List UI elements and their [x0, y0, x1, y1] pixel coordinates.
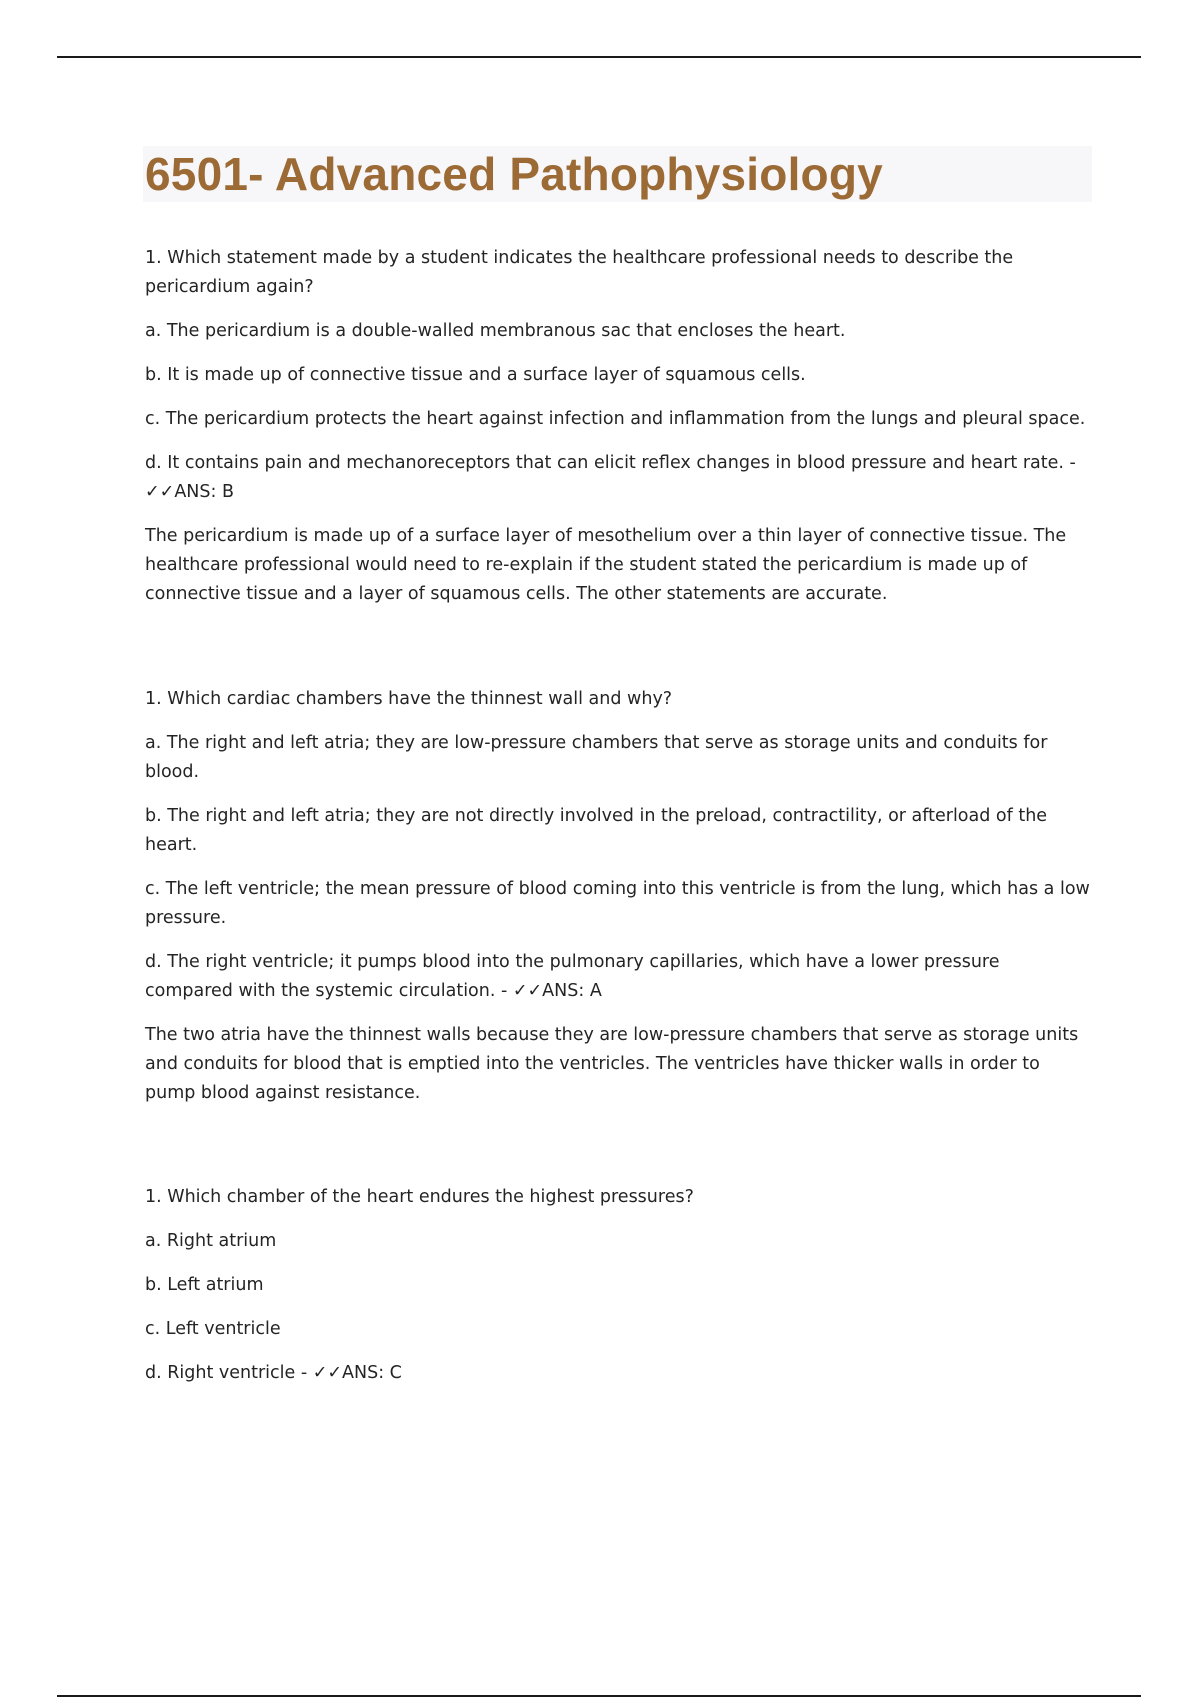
- question-text: 1. Which cardiac chambers have the thinnest wall and why?: [145, 689, 673, 709]
- option-a: a. The pericardium is a double-walled membranous sac that encloses the heart.: [145, 321, 846, 341]
- option-b: b. It is made up of connective tissue and a surface layer of squamous cells.: [145, 365, 806, 385]
- question-block-3: [145, 1183, 1090, 1388]
- document-title: 6501- Advanced Pathophysiology: [145, 148, 883, 200]
- question-block-1: [145, 244, 1090, 609]
- option-a: a. The right and left atria; they are low-pressure chambers that serve as storage units and conduits for blood.: [145, 733, 1048, 782]
- rationale: The pericardium is made up of a surface layer of mesothelium over a thin layer of connective tissue. The healthcare professional would need to re-explain if the student stated the pericardium is made up of connective tissue and a layer of squamous cells. The other statements are accurate.: [145, 526, 1067, 604]
- option-d-answer: d. The right ventricle; it pumps blood into the pulmonary capillaries, which have a lower pressure compared with the systemic circulation. - ✓✓ANS: A: [145, 952, 1000, 1001]
- question-text: 1. Which chamber of the heart endures the highest pressures?: [145, 1187, 694, 1207]
- option-d-answer: d. It contains pain and mechanoreceptors that can elicit reflex changes in blood pressure and heart rate. - ✓✓ANS: B: [145, 453, 1076, 502]
- option-a: a. Right atrium: [145, 1231, 277, 1251]
- option-c: c. The pericardium protects the heart against infection and inflammation from the lungs and pleural space.: [145, 409, 1086, 429]
- question-text: 1. Which statement made by a student indicates the healthcare professional needs to describe the pericardium again?: [145, 248, 1014, 297]
- bottom-rule: [57, 1695, 1141, 1697]
- document-body: [145, 244, 1090, 1403]
- top-rule: [57, 56, 1141, 58]
- rationale: The two atria have the thinnest walls because they are low-pressure chambers that serve as storage units and conduits for blood that is emptied into the ventricles. The ventricles have thicker walls in order to pump blood against resistance.: [145, 1025, 1079, 1103]
- question-block-2: [145, 685, 1090, 1108]
- option-d-answer: d. Right ventricle - ✓✓ANS: C: [145, 1363, 402, 1383]
- option-c: c. The left ventricle; the mean pressure of blood coming into this ventricle is from the lung, which has a low pressure.: [145, 879, 1090, 928]
- option-c: c. Left ventricle: [145, 1319, 281, 1339]
- spacer: [145, 624, 1090, 685]
- option-b: b. The right and left atria; they are not directly involved in the preload, contractility, or afterload of the heart.: [145, 806, 1048, 855]
- spacer: [145, 1123, 1090, 1183]
- option-b: b. Left atrium: [145, 1275, 264, 1295]
